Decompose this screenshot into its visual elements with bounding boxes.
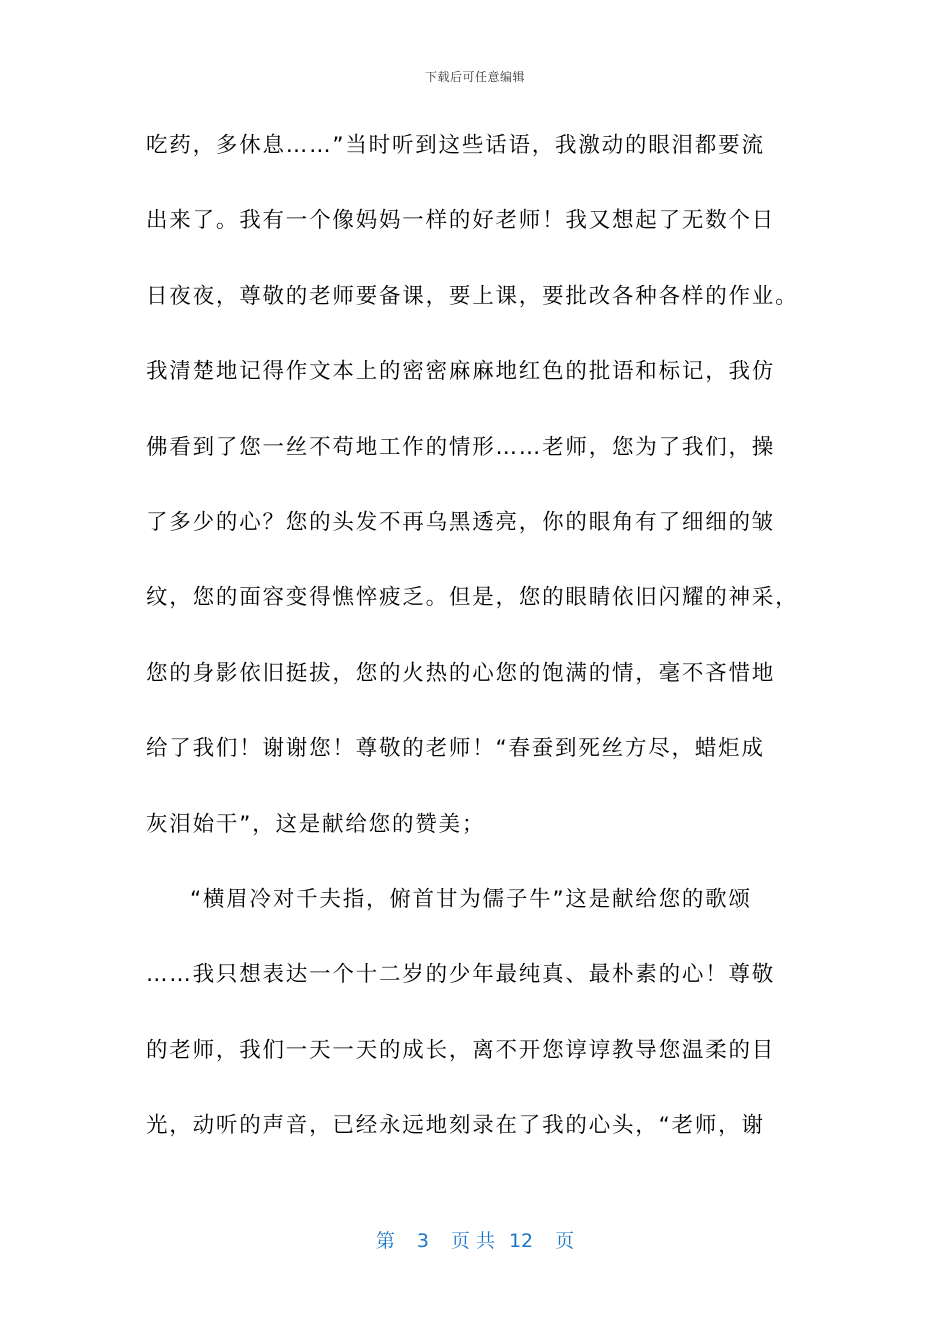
page-footer — [0, 1226, 950, 1253]
page-header-note: 下载后可任意编辑 — [424, 70, 525, 84]
text-line: 的老师，我们一天一天的成长，离不开您谆谆教导您温柔的目 — [146, 1037, 776, 1063]
document-body — [146, 120, 816, 1175]
current-page-number: 3 — [416, 1230, 429, 1252]
text-line: 您的身影依旧挺拔，您的火热的心您的饱满的情，毫不吝惜地 — [146, 660, 776, 686]
text-line: 给了我们！谢谢您！尊敬的老师！“春蚕到死丝方尽，蜡炬成 — [146, 736, 765, 762]
text-line: 灰泪始干”，这是献给您的赞美； — [146, 811, 486, 837]
footer-suffix: 页 — [555, 1230, 575, 1252]
footer-prefix: 第 — [375, 1230, 395, 1252]
text-line: 了多少的心？您的头发不再乌黑透亮，你的眼角有了细细的皱 — [146, 509, 776, 535]
text-line: 我清楚地记得作文本上的密密麻麻地红色的批语和标记，我仿 — [146, 359, 776, 385]
text-line: 吃药，多休息……”当时听到这些话语，我激动的眼泪都要流 — [146, 133, 765, 158]
text-line: 光，动听的声音，已经永远地刻录在了我的心头，“老师，谢 — [146, 1113, 765, 1139]
text-line: 纹，您的面容变得憔悴疲乏。但是，您的眼睛依旧闪耀的神采， — [146, 585, 799, 611]
footer-middle: 页 共 — [450, 1230, 495, 1252]
text-line-indented: “横眉冷对千夫指，俯首甘为儒子牛”这是献给您的歌颂 — [190, 886, 752, 912]
total-pages-number: 12 — [508, 1230, 534, 1252]
text-line: 日夜夜，尊敬的老师要备课，要上课，要批改各种各样的作业。 — [146, 283, 799, 309]
text-line: 出来了。我有一个像妈妈一样的好老师！我又想起了无数个日 — [146, 208, 776, 234]
text-line: 佛看到了您一丝不苟地工作的情形……老师，您为了我们，操 — [146, 434, 776, 460]
text-line: ……我只想表达一个十二岁的少年最纯真、最朴素的心！尊敬 — [146, 962, 776, 988]
